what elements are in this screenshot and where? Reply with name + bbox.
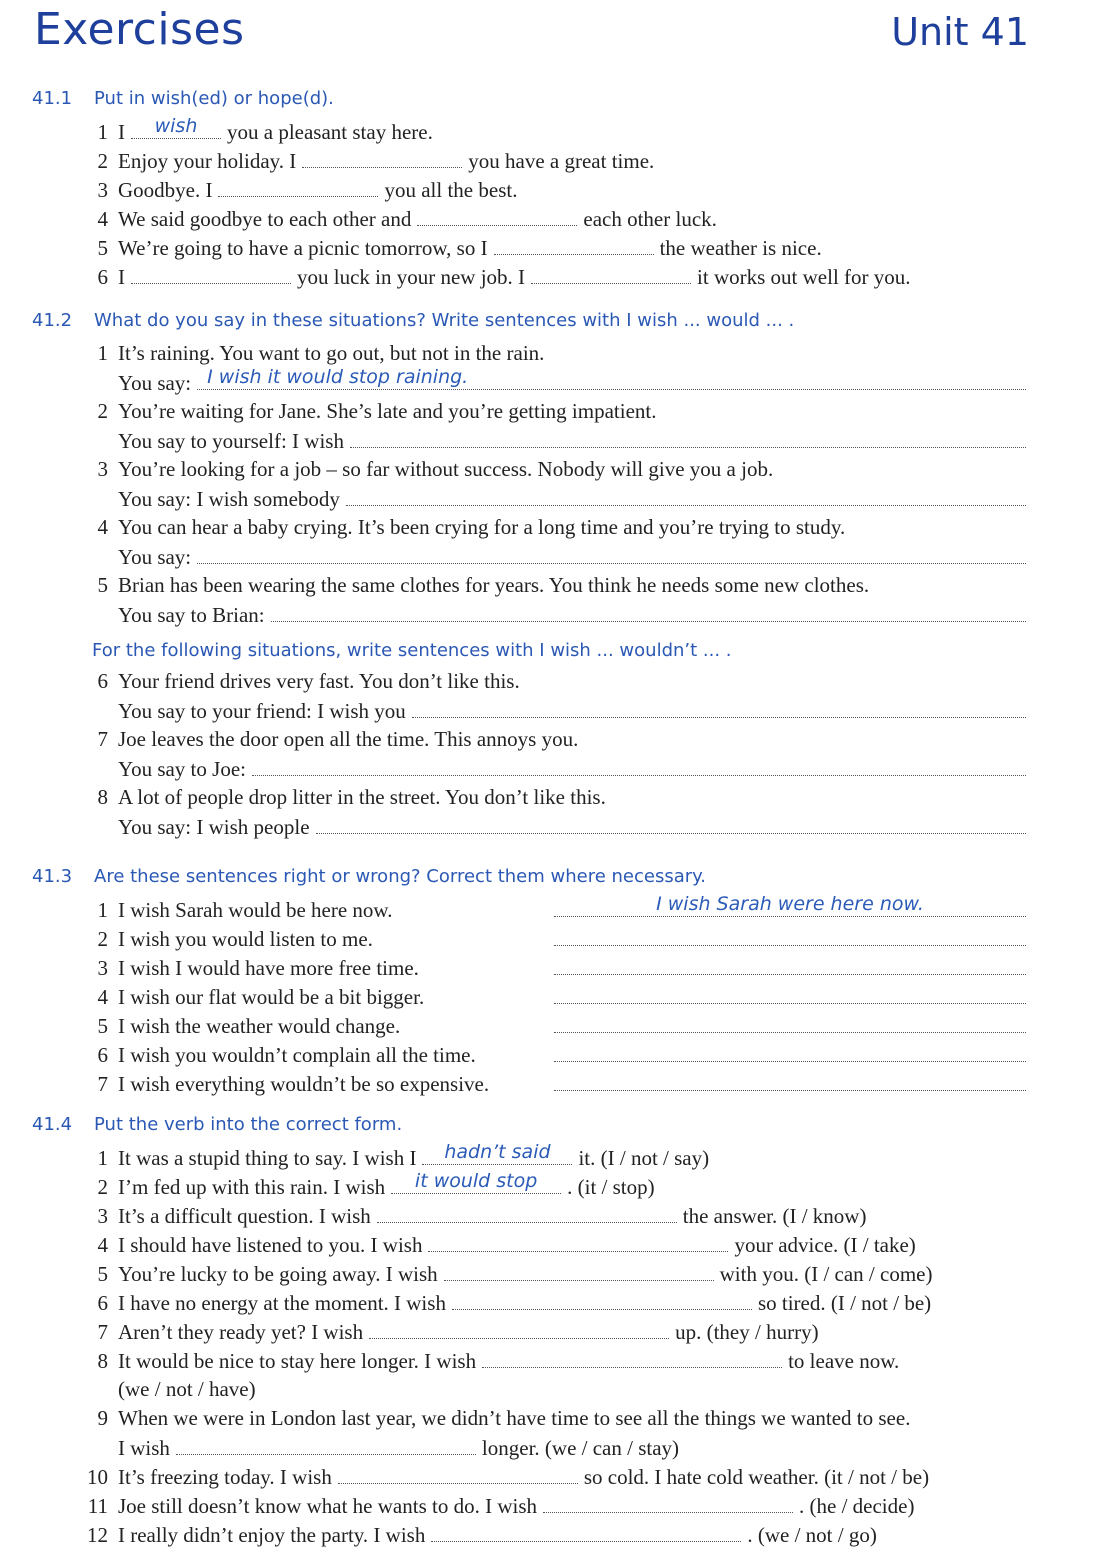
answer-blank[interactable] bbox=[197, 366, 1026, 390]
item-text: . (we / not / go) bbox=[747, 1523, 877, 1547]
exercise-item-response bbox=[32, 543, 1032, 572]
exercise-item bbox=[32, 1492, 1032, 1521]
response-prompt: You say: bbox=[118, 371, 192, 395]
answer-blank[interactable] bbox=[554, 1041, 1026, 1062]
answer-blank[interactable] bbox=[554, 1070, 1026, 1091]
sub-instruction: For the following situations, write sentences with I wish ... wouldn’t ... . bbox=[92, 640, 732, 661]
item-number: 10 bbox=[87, 1465, 108, 1489]
exercise-item bbox=[32, 983, 1032, 1012]
item-number: 8 bbox=[97, 785, 108, 809]
item-text: to leave now. bbox=[788, 1349, 900, 1373]
exercise-item bbox=[32, 176, 1032, 205]
response-prompt: You say: bbox=[118, 545, 192, 569]
answer-blank[interactable] bbox=[271, 601, 1026, 622]
item-text: I wish you would listen to me. bbox=[118, 927, 373, 951]
item-text: Joe still doesn’t know what he wants to do. I wish bbox=[118, 1494, 537, 1518]
item-text: It would be nice to stay here longer. I wish bbox=[118, 1349, 477, 1373]
answer-blank[interactable] bbox=[554, 893, 1026, 917]
answer-blank[interactable] bbox=[377, 1202, 677, 1223]
item-text: you a pleasant stay here. bbox=[227, 120, 433, 144]
item-text: the answer. (I / know) bbox=[682, 1204, 867, 1228]
item-number: 6 bbox=[97, 265, 108, 289]
item-number: 1 bbox=[97, 341, 108, 365]
exercise-instruction: What do you say in these situations? Write sentences with I wish ... would ... . bbox=[94, 310, 795, 331]
item-text: Your friend drives very fast. You don’t like this. bbox=[118, 669, 520, 693]
item-text: It was a stupid thing to say. I wish I bbox=[118, 1146, 417, 1170]
item-number: 1 bbox=[97, 120, 108, 144]
item-text: Brian has been wearing the same clothes for years. You think he needs some new clothes. bbox=[118, 573, 870, 597]
item-text: You can hear a baby crying. It’s been crying for a long time and you’re trying to study. bbox=[118, 515, 846, 539]
page-title: Exercises bbox=[34, 4, 245, 55]
item-text: I wish our flat would be a bit bigger. bbox=[118, 985, 425, 1009]
item-number: 5 bbox=[97, 573, 108, 597]
item-number: 4 bbox=[97, 985, 108, 1009]
item-number: 12 bbox=[87, 1523, 108, 1547]
item-text: It’s freezing today. I wish bbox=[118, 1465, 332, 1489]
answer-blank[interactable] bbox=[176, 1434, 476, 1455]
exercise-item bbox=[32, 1260, 1032, 1289]
item-text: I’m fed up with this rain. I wish bbox=[118, 1175, 386, 1199]
handwritten-answer: I wish it would stop raining. bbox=[207, 366, 469, 388]
item-text: your advice. (I / take) bbox=[734, 1233, 916, 1257]
item-number: 7 bbox=[97, 727, 108, 751]
exercise-item bbox=[32, 1041, 1032, 1070]
response-prompt: You say to yourself: I wish bbox=[118, 429, 344, 453]
exercise-item-response bbox=[32, 697, 1032, 726]
item-text: I wish everything wouldn’t be so expensive. bbox=[118, 1072, 490, 1096]
item-text: I bbox=[118, 265, 125, 289]
answer-blank[interactable] bbox=[316, 813, 1026, 834]
item-number: 5 bbox=[97, 1014, 108, 1038]
item-number: 3 bbox=[97, 1204, 108, 1228]
answer-blank[interactable] bbox=[417, 205, 577, 226]
item-text: it works out well for you. bbox=[697, 265, 911, 289]
item-number: 4 bbox=[97, 207, 108, 231]
answer-blank[interactable] bbox=[346, 485, 1026, 506]
exercise-41-3 bbox=[32, 866, 1032, 1099]
exercise-item bbox=[32, 1521, 1032, 1550]
answer-blank[interactable] bbox=[131, 263, 291, 284]
exercise-item bbox=[32, 456, 1032, 485]
response-prompt: You say to Brian: bbox=[118, 603, 265, 627]
item-text: up. (they / hurry) bbox=[675, 1320, 819, 1344]
answer-blank[interactable] bbox=[554, 954, 1026, 975]
item-number: 1 bbox=[97, 1146, 108, 1170]
item-number: 2 bbox=[97, 927, 108, 951]
exercise-item bbox=[32, 1231, 1032, 1260]
item-text: Aren’t they ready yet? I wish bbox=[118, 1320, 364, 1344]
exercise-item bbox=[32, 1318, 1032, 1347]
exercise-item bbox=[32, 1463, 1032, 1492]
item-number: 7 bbox=[97, 1320, 108, 1344]
item-text: I wish bbox=[118, 1436, 170, 1460]
item-text: longer. (we / can / stay) bbox=[481, 1436, 680, 1460]
exercise-item bbox=[32, 398, 1032, 427]
exercise-item-response bbox=[32, 485, 1032, 514]
item-number: 3 bbox=[97, 457, 108, 481]
item-text: you luck in your new job. I bbox=[297, 265, 526, 289]
item-text: . (he / decide) bbox=[799, 1494, 915, 1518]
item-text: I have no energy at the moment. I wish bbox=[118, 1291, 446, 1315]
item-text: I should have listened to you. I wish bbox=[118, 1233, 423, 1257]
answer-blank[interactable] bbox=[543, 1492, 793, 1513]
exercise-number: 41.2 bbox=[32, 310, 73, 331]
handwritten-answer: wish bbox=[154, 115, 198, 137]
exercise-41-4 bbox=[32, 1114, 1032, 1550]
item-text: A lot of people drop litter in the street. You don’t like this. bbox=[118, 785, 606, 809]
answer-blank[interactable] bbox=[197, 543, 1026, 564]
item-text: you have a great time. bbox=[468, 149, 655, 173]
answer-blank[interactable] bbox=[531, 263, 691, 284]
exercise-item bbox=[32, 115, 1032, 147]
exercise-item bbox=[32, 925, 1032, 954]
item-text: so tired. (I / not / be) bbox=[757, 1291, 932, 1315]
item-number: 3 bbox=[97, 956, 108, 980]
item-text: . (it / stop) bbox=[567, 1175, 655, 1199]
item-text: Enjoy your holiday. I bbox=[118, 149, 297, 173]
answer-blank[interactable] bbox=[452, 1289, 752, 1310]
answer-blank[interactable] bbox=[218, 176, 378, 197]
item-number: 2 bbox=[97, 399, 108, 423]
item-number: 1 bbox=[97, 898, 108, 922]
item-text: You’re looking for a job – so far without success. Nobody will give you a job. bbox=[118, 457, 774, 481]
exercise-item-continued bbox=[32, 1376, 1032, 1405]
unit-label: Unit 41 bbox=[891, 10, 1029, 54]
answer-blank[interactable] bbox=[391, 1170, 561, 1194]
handwritten-answer: hadn’t said bbox=[444, 1141, 551, 1163]
response-prompt: You say to your friend: I wish you bbox=[118, 699, 406, 723]
exercise-item bbox=[32, 1070, 1032, 1099]
exercise-item bbox=[32, 205, 1032, 234]
answer-blank[interactable] bbox=[350, 427, 1026, 448]
item-text: the weather is nice. bbox=[659, 236, 822, 260]
exercise-item bbox=[32, 1347, 1032, 1376]
exercise-item bbox=[32, 1202, 1032, 1231]
exercise-item-response bbox=[32, 427, 1032, 456]
item-number: 6 bbox=[97, 1043, 108, 1067]
item-number: 4 bbox=[97, 515, 108, 539]
answer-blank[interactable] bbox=[554, 983, 1026, 1004]
exercise-item bbox=[32, 893, 1032, 925]
answer-blank[interactable] bbox=[252, 755, 1026, 776]
exercise-instruction: Are these sentences right or wrong? Correct them where necessary. bbox=[94, 866, 706, 887]
item-text: When we were in London last year, we didn’t have time to see all the things we wanted to see. bbox=[118, 1406, 911, 1430]
exercise-item bbox=[32, 514, 1032, 543]
item-number: 5 bbox=[97, 236, 108, 260]
item-text: It’s a difficult question. I wish bbox=[118, 1204, 371, 1228]
item-number: 5 bbox=[97, 1262, 108, 1286]
item-text: you all the best. bbox=[384, 178, 518, 202]
exercise-item-response bbox=[32, 813, 1032, 842]
item-number: 7 bbox=[97, 1072, 108, 1096]
exercise-item-response bbox=[32, 366, 1032, 398]
item-text: It’s raining. You want to go out, but not in the rain. bbox=[118, 341, 545, 365]
answer-blank[interactable] bbox=[431, 1521, 741, 1542]
item-number: 8 bbox=[97, 1349, 108, 1373]
item-text: You’re lucky to be going away. I wish bbox=[118, 1262, 438, 1286]
exercise-item bbox=[32, 726, 1032, 755]
exercise-41-1 bbox=[32, 88, 1032, 292]
answer-blank[interactable] bbox=[302, 147, 462, 168]
answer-blank[interactable] bbox=[554, 1012, 1026, 1033]
item-number: 4 bbox=[97, 1233, 108, 1257]
exercise-item bbox=[32, 234, 1032, 263]
item-text: I really didn’t enjoy the party. I wish bbox=[118, 1523, 426, 1547]
item-text: I wish Sarah would be here now. bbox=[118, 898, 393, 922]
exercise-item bbox=[32, 147, 1032, 176]
item-text: with you. (I / can / come) bbox=[719, 1262, 933, 1286]
item-text: it. (I / not / say) bbox=[578, 1146, 710, 1170]
item-text: We’re going to have a picnic tomorrow, so I bbox=[118, 236, 488, 260]
item-text: Joe leaves the door open all the time. This annoys you. bbox=[118, 727, 579, 751]
item-text: I wish you wouldn’t complain all the time. bbox=[118, 1043, 476, 1067]
exercise-instruction: Put in wish(ed) or hope(d). bbox=[94, 88, 334, 109]
exercise-item bbox=[32, 263, 1032, 292]
item-text: (we / not / have) bbox=[118, 1377, 256, 1401]
response-prompt: You say: I wish somebody bbox=[118, 487, 340, 511]
exercise-item bbox=[32, 1405, 1032, 1434]
exercise-item-response bbox=[32, 755, 1032, 784]
exercise-item-continued bbox=[32, 1434, 1032, 1463]
exercise-item bbox=[32, 1289, 1032, 1318]
item-text: You’re waiting for Jane. She’s late and you’re getting impatient. bbox=[118, 399, 657, 423]
handwritten-answer: it would stop bbox=[414, 1170, 538, 1192]
item-number: 2 bbox=[97, 149, 108, 173]
item-number: 11 bbox=[87, 1494, 108, 1518]
item-text: I wish I would have more free time. bbox=[118, 956, 419, 980]
item-number: 6 bbox=[97, 669, 108, 693]
exercise-item bbox=[32, 668, 1032, 697]
exercise-41-2 bbox=[32, 310, 1032, 842]
exercise-item bbox=[32, 1170, 1032, 1202]
answer-blank[interactable] bbox=[412, 697, 1026, 718]
exercise-number: 41.1 bbox=[32, 88, 73, 109]
answer-blank[interactable] bbox=[338, 1463, 578, 1484]
answer-blank[interactable] bbox=[482, 1347, 782, 1368]
item-number: 9 bbox=[97, 1406, 108, 1430]
item-text: I wish the weather would change. bbox=[118, 1014, 401, 1038]
answer-blank[interactable] bbox=[428, 1231, 728, 1252]
answer-blank[interactable] bbox=[369, 1318, 669, 1339]
item-text: each other luck. bbox=[583, 207, 717, 231]
item-number: 6 bbox=[97, 1291, 108, 1315]
exercise-item bbox=[32, 954, 1032, 983]
exercise-instruction: Put the verb into the correct form. bbox=[94, 1114, 403, 1135]
exercise-number: 41.3 bbox=[32, 866, 73, 887]
item-text: Goodbye. I bbox=[118, 178, 213, 202]
item-text: We said goodbye to each other and bbox=[118, 207, 412, 231]
exercise-item bbox=[32, 1012, 1032, 1041]
exercise-item-response bbox=[32, 601, 1032, 630]
item-text: so cold. I hate cold weather. (it / not / be) bbox=[583, 1465, 930, 1489]
answer-blank[interactable] bbox=[131, 115, 221, 139]
answer-blank[interactable] bbox=[444, 1260, 714, 1281]
answer-blank[interactable] bbox=[494, 234, 654, 255]
page-header bbox=[0, 0, 1107, 70]
response-prompt: You say: I wish people bbox=[118, 815, 310, 839]
item-number: 3 bbox=[97, 178, 108, 202]
item-text: I bbox=[118, 120, 125, 144]
answer-blank[interactable] bbox=[422, 1141, 572, 1165]
exercise-item bbox=[32, 572, 1032, 601]
item-number: 2 bbox=[97, 1175, 108, 1199]
exercise-number: 41.4 bbox=[32, 1114, 73, 1135]
handwritten-answer: I wish Sarah were here now. bbox=[656, 893, 924, 915]
answer-blank[interactable] bbox=[554, 925, 1026, 946]
response-prompt: You say to Joe: bbox=[118, 757, 246, 781]
exercise-item bbox=[32, 784, 1032, 813]
